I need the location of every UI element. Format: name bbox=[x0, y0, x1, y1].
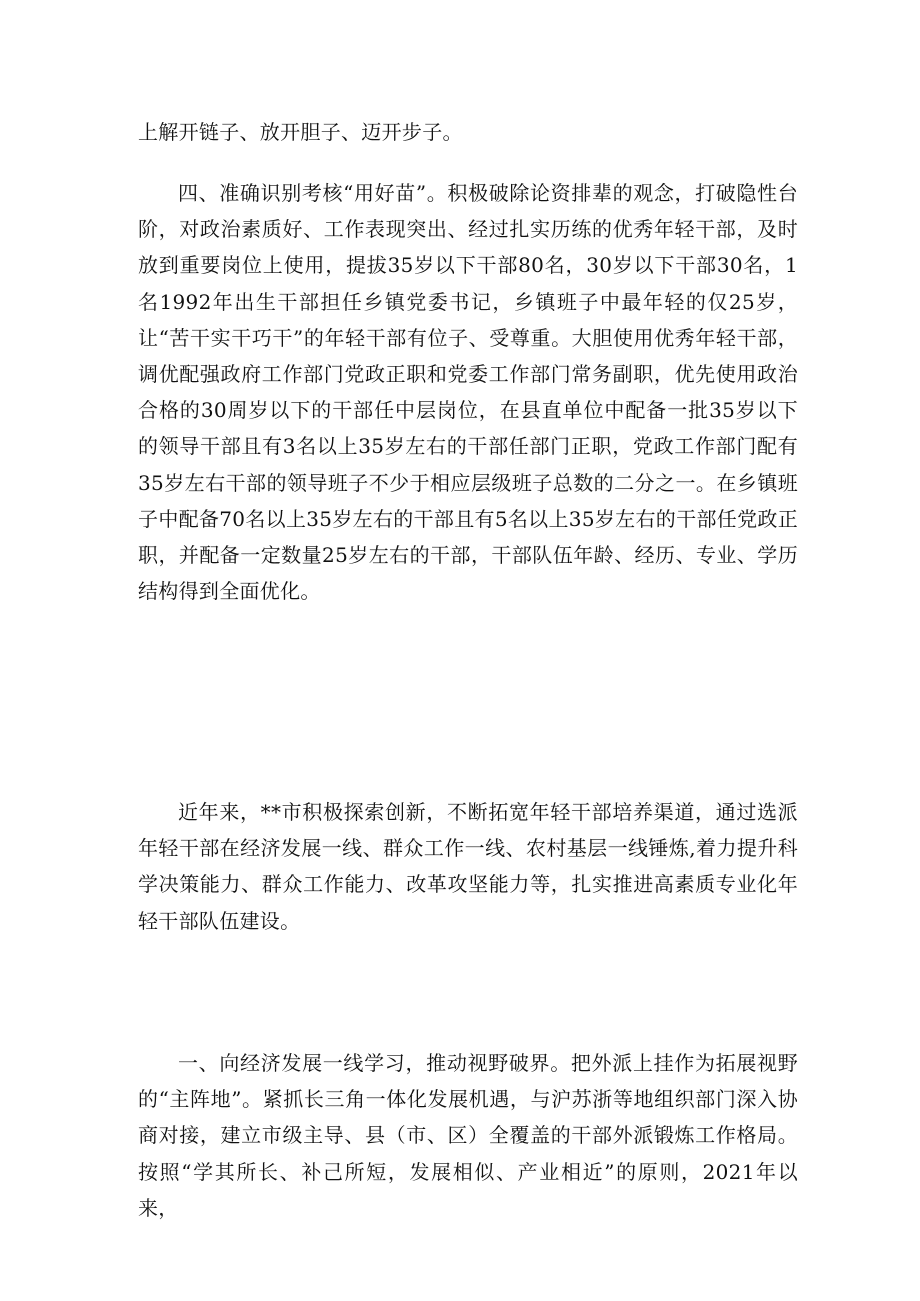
paragraph-continuation: 上解开链子、放开胆子、迈开步子。 bbox=[138, 120, 463, 144]
paragraph-section-one: 一、向经济发展一线学习，推动视野破界。把外派上挂作为拓展视野的“主阵地”。紧抓长三角一体化发展机遇，与沪苏浙等地组织部门深入协商对接，建立市级主导、县（市、区）全覆盖的干部外派锻炼工作格局。按照“学其所长、补己所短，发展相似、产业相近”的原则，2021年以来， bbox=[138, 1051, 798, 1220]
paragraph-intro: 近年来，**市积极探索创新，不断拓宽年轻干部培养渠道，通过选派年轻干部在经济发展一线、群众工作一线、农村基层一线锤炼,着力提升科学决策能力、群众工作能力、改革攻坚能力等，扎实推进高素质专业化年轻干部队伍建设。 bbox=[138, 800, 798, 933]
paragraph-section-four: 四、准确识别考核“用好苗”。积极破除论资排辈的观念，打破隐性台阶，对政治素质好、工作表现突出、经过扎实历练的优秀年轻干部，及时放到重要岗位上使用，提拔35岁以下干部80名，30岁以下干部30名，1名1992年出生干部担任乡镇党委书记，乡镇班子中最年轻的仅25岁，让“苦干实干巧干”的年轻干部有位子、受尊重。大胆使用优秀年轻干部，调优配强政府工作部门党政正职和党委工作部门常务副职，优先使用政治合格的30周岁以下的干部任中层岗位，在县直单位中配备一批35岁以下的领导干部且有3名以上35岁左右的干部任部门正职，党政工作部门配有35岁左右干部的领导班子不少于相应层级班子总数的二分之一。在乡镇班子中配备70名以上35岁左右的干部且有5名以上35岁左右的干部任党政正职，并配备一定数量25岁左右的干部，干部队伍年龄、经历、专业、学历结构得到全面优化。 bbox=[138, 181, 798, 604]
